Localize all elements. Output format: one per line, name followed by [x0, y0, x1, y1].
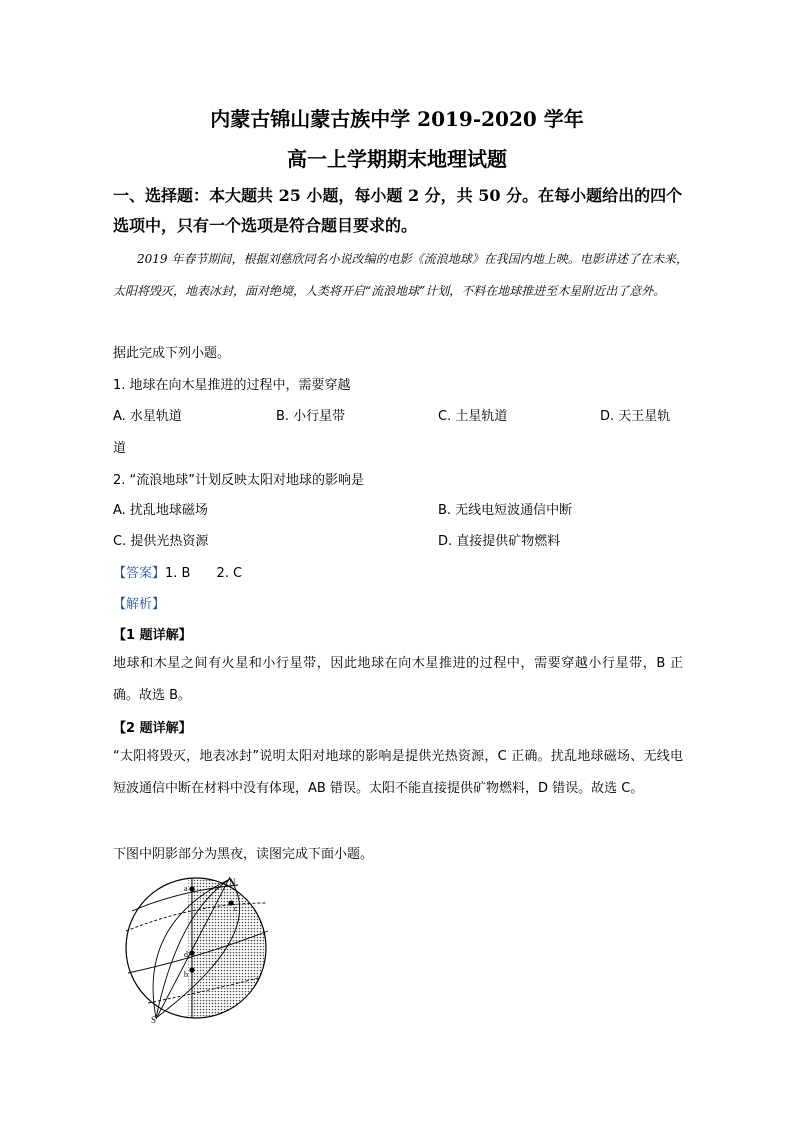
question-1-option-a: A. 水星轨道	[113, 409, 182, 424]
analysis-label: 【解析】	[113, 597, 166, 612]
label-a: a	[184, 884, 188, 893]
day-night-globe-figure	[118, 873, 278, 1023]
point-d	[189, 950, 194, 955]
point-a	[189, 886, 194, 891]
answer-value: 1. B 2. C	[165, 566, 243, 581]
label-s: S	[151, 1015, 157, 1023]
question-1-option-d-wrap: 道	[113, 441, 127, 456]
detail-2-text: “太阳将毁灭，地表冰封”说明太阳对地球的影响是提供光热资源，C 正确。扰乱地球磁场、无线电短波通信中断在材料中没有体现，AB 错误。太阳不能直接提供矿物燃料，D 错误。故选 C。	[113, 749, 683, 796]
label-b: b	[184, 970, 188, 979]
answer-line	[113, 562, 242, 581]
question-2-option-d: D. 直接提供矿物燃料	[438, 534, 561, 549]
point-c	[228, 900, 233, 905]
question-2-option-b: B. 无线电短波通信中断	[438, 503, 573, 518]
answer-label: 【答案】	[113, 566, 166, 581]
material-instruction: 据此完成下列小题。	[113, 346, 231, 361]
question-2-stem: 2. “流浪地球”计划反映太阳对地球的影响是	[113, 473, 365, 488]
question-1-option-b: B. 小行星带	[276, 409, 346, 424]
question-2-option-c: C. 提供光热资源	[113, 534, 209, 549]
document-subtitle: 高一上学期期末地理试题	[287, 147, 507, 171]
label-d: d	[184, 950, 188, 959]
detail-1-label: 【1 题详解】	[113, 628, 192, 643]
question-1-stem: 1. 地球在向木星推进的过程中，需要穿越	[113, 378, 351, 393]
question-2-option-a: A. 扰乱地球磁场	[113, 503, 208, 518]
document-title: 内蒙古锦山蒙古族中学 2019-2020 学年	[210, 107, 584, 131]
material-paragraph: 2019 年春节期间，根据刘慈欣同名小说改编的电影《流浪地球》在我国内地上映。电影讲述了在未来，太阳将毁灭，地表冰封，面对绝境，人类将开启“流浪地球”计划，不料在地球推进至木星附近出了意外。	[113, 252, 688, 298]
question-1-option-d: D. 天王星轨	[600, 409, 671, 424]
section-heading: 一、选择题：本大题共 25 小题，每小题 2 分，共 50 分。在每小题给出的四个选项中，只有一个选项是符合题目要求的。	[113, 186, 683, 235]
next-instruction: 下图中阴影部分为黑夜，读图完成下面小题。	[113, 847, 374, 862]
detail-2-label: 【2 题详解】	[113, 721, 192, 736]
label-n: N	[229, 877, 236, 887]
label-c: c	[234, 904, 238, 913]
point-b	[189, 967, 194, 972]
night-shading	[192, 873, 278, 1023]
question-1-option-c: C. 土星轨道	[438, 409, 508, 424]
detail-1-text: 地球和木星之间有火星和小行星带，因此地球在向木星推进的过程中，需要穿越小行星带，B 正确。故选 B。	[113, 656, 683, 703]
